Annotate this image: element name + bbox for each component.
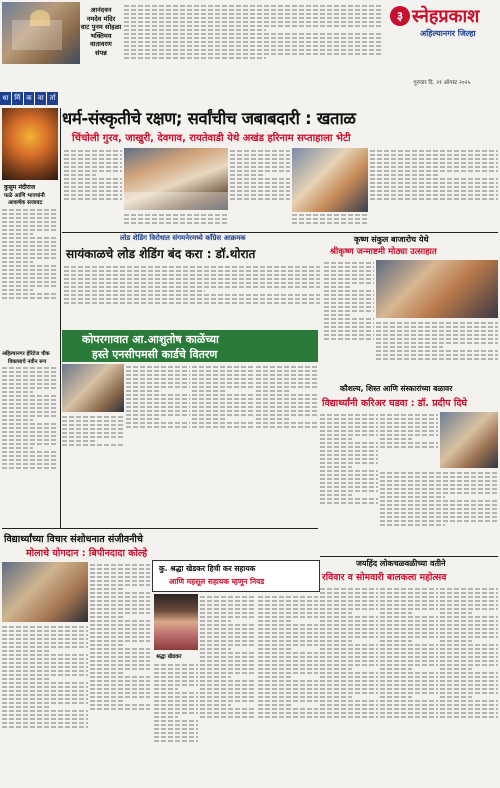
career-story-text [380, 470, 498, 554]
section-strip-letter: धा [0, 92, 11, 105]
kopargaon-story-text [256, 364, 318, 462]
kopargaon-story-d [256, 364, 318, 462]
krishna-story-text [376, 320, 498, 382]
left-caption-sub2: आकर्षक सजावट [8, 200, 43, 206]
left-column-rule [60, 108, 61, 528]
krishna-story-text [324, 260, 374, 382]
section-strip-letter: क [24, 92, 35, 105]
caption-line: वातावरण [90, 40, 112, 48]
section-divider [62, 232, 498, 233]
section-strip-letter: र्मि [12, 92, 23, 105]
krishna-story [324, 260, 374, 382]
lead-story-text [230, 148, 290, 230]
krishna-headline: श्रीकृष्ण जन्माष्टमी मोठ्या उत्साहात [330, 247, 437, 257]
sub-headline: चिंचोली गुरव, जाखुरी, देवगाव, रायतेवाडी येथे अखंड हरिनाम सप्ताहाला भेटी [72, 133, 351, 144]
research-headline-line1: विद्यार्थ्यांच्या विचार संशोधनात संजीवनीचे [4, 534, 143, 545]
masthead-story-text [124, 3, 382, 87]
krishna-story-2 [376, 320, 498, 382]
caption-line: नमदेव मंदिर [86, 14, 116, 23]
left-story2-sub: विकासाचे नवीन रूप [8, 359, 47, 365]
caption-line: वाट पुनम सोहळा [80, 23, 122, 31]
section-strip-letter: र्ता [47, 92, 58, 105]
left-caption-sub: फळे आणि भाज्यांनी [4, 193, 45, 199]
career-story-b [380, 412, 438, 468]
jayanti-story-text [380, 586, 438, 784]
lower-divider [2, 528, 318, 529]
lead-story-col-2 [124, 212, 228, 230]
research-story-text [2, 624, 88, 784]
masthead-story [124, 3, 382, 87]
research-headline-line2: मोलाचे योगदान : बिपीनदादा कोल्हे [26, 548, 148, 559]
career-story-text [320, 412, 378, 554]
lead-story-photo-2 [292, 148, 368, 212]
krishna-event-photo [376, 260, 498, 318]
page-number-badge: ३ [390, 6, 410, 26]
lead-story-text [124, 212, 228, 230]
kopargaon-story-text [126, 364, 190, 462]
kopargaon-story-c [192, 364, 254, 462]
masthead-title: स्नेहप्रकाश [412, 6, 480, 27]
jayanti-story-b [380, 586, 438, 784]
appointment-headline-box [152, 560, 320, 592]
kopargaon-headline-box [62, 330, 318, 362]
event-caption [80, 6, 122, 76]
lead-story-col-1 [64, 148, 122, 228]
appointment-headline-line1: कु. श्रद्धा खेडकर हिची कर सहायक [159, 564, 256, 573]
appointee-caption: श्रद्धा खेडकर [156, 654, 182, 660]
kopargaon-story-b [126, 364, 190, 462]
career-event-photo [440, 412, 498, 468]
career-story-a [320, 412, 378, 554]
main-headline: धर्म-संस्कृतीचे रक्षण; सर्वांचीच जबाबदारी : खताळ [62, 109, 356, 128]
lead-story-photo-1 [124, 148, 228, 210]
jayanti-headline: रविवार व सोमवारी बालकला महोत्सव [322, 572, 447, 583]
section-strip-letter: वा [35, 92, 46, 105]
lodshedding-kicker: लोड शेडिंग विरोधात संगमनेरमध्ये काँग्रेस आक्रमक [120, 234, 246, 242]
lead-story-col-4 [292, 212, 368, 230]
kopargaon-headline-line1: कोपरगावात आ.आशुतोष काळेंच्या [82, 333, 219, 346]
left-story-text [2, 207, 58, 347]
left-caption-title: कुसुम मंदीराज [4, 184, 36, 191]
research-story-b [90, 562, 150, 784]
left-story2 [2, 365, 58, 525]
jayanti-story-a [320, 586, 378, 784]
career-headline: विद्यार्थ्यांनी करिअर घडवा : डॉ. प्रदीप दिघे [322, 398, 468, 409]
title-box [386, 2, 498, 88]
lodshedding-story-text [64, 264, 320, 328]
appointment-story-c [258, 594, 318, 784]
kopargaon-photo [62, 364, 124, 412]
kopargaon-story-a [62, 414, 124, 462]
jayanti-kicker: जयहिंद लोकचळवळीच्या वतीने [356, 559, 446, 568]
caption-line: भक्तिमय [90, 31, 112, 40]
jayanti-story-text [320, 586, 378, 784]
appointment-headline-line2: आणि महसूल सहायक म्हणून निवड [169, 577, 265, 586]
jayanti-story-text [440, 586, 498, 784]
caption-line: आनंदवन [90, 6, 112, 14]
section-strip [0, 92, 58, 106]
research-story-a [2, 624, 88, 784]
kopargaon-headline-line2: हस्ते एनसीपमसी कार्डचे वितरण [92, 348, 218, 361]
appointment-story-b [154, 662, 198, 784]
research-photo [2, 562, 88, 622]
lodshedding-headline: सायंकाळचे लोड शेडिंग बंद करा : डॉ.थोरात [66, 247, 256, 261]
appointment-story-a [200, 594, 256, 784]
lead-story-col-3 [230, 148, 290, 230]
career-kicker: कौशल्य, शिस्त आणि संस्कारांच्या बळावर [340, 384, 453, 393]
left-story [2, 207, 58, 347]
appointment-story-text [154, 662, 198, 784]
krishna-kicker: कृष्ण संकुल बाजारोच येथे [354, 235, 429, 244]
career-story-c [380, 470, 498, 554]
lodshedding-story [64, 264, 320, 328]
date-line: गुरुवार दि. २१ ऑगस्ट २०२५ [413, 80, 471, 86]
temple-event-photo [2, 2, 80, 64]
left-story2-title: अहिल्यानगर हेरिटेज चौक [2, 351, 50, 357]
masthead [0, 0, 500, 92]
appointment-story-text [258, 594, 318, 784]
kopargaon-story-text [192, 364, 254, 462]
appointment-story-text [200, 594, 256, 784]
lead-story-col-5 [370, 148, 498, 230]
lead-story-text [370, 148, 498, 230]
career-story-text [380, 412, 438, 468]
jayanti-story-c [440, 586, 498, 784]
decorated-idol-photo [2, 108, 58, 180]
appointee-photo [154, 594, 198, 650]
research-story-text [90, 562, 150, 784]
right-lower-divider [320, 556, 498, 557]
caption-line: संपन्न [95, 48, 107, 57]
lead-story-text [292, 212, 368, 230]
left-story2-text [2, 365, 58, 525]
lead-story-text [64, 148, 122, 228]
kopargaon-story-text [62, 414, 124, 462]
masthead-subtitle: अहिल्यानगर जिल्हा [420, 29, 476, 38]
